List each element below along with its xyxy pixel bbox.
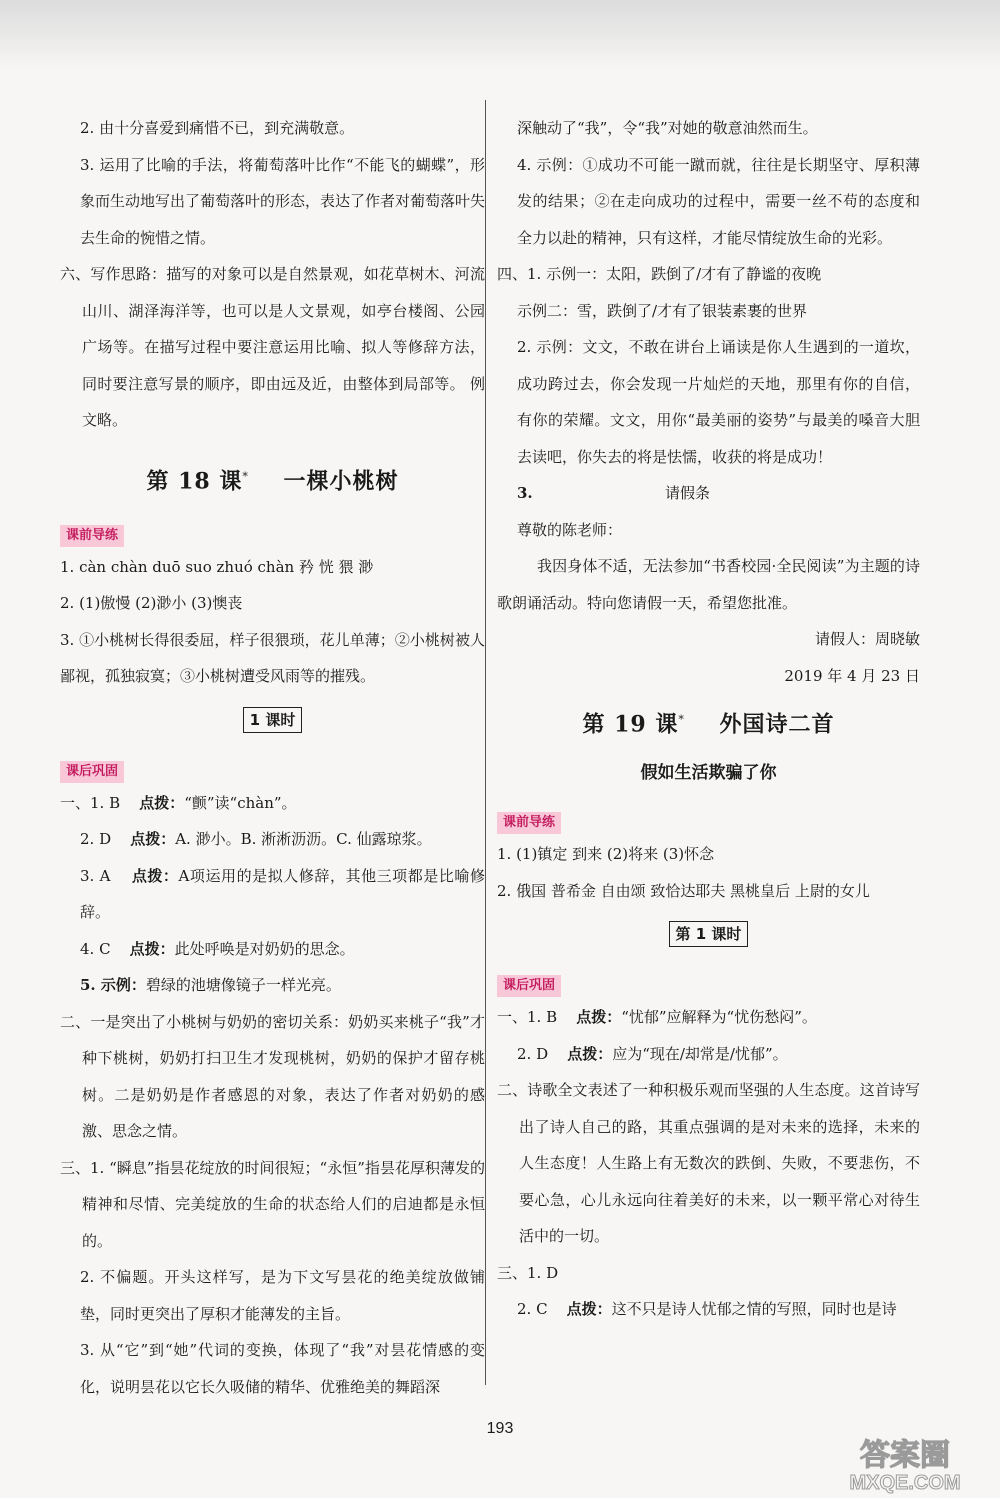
answer-item xyxy=(60,931,485,968)
answer-item: 四、1. 示例一：太阳，跌倒了/才有了静谧的夜晚 xyxy=(497,265,822,283)
item-note: 点拨： xyxy=(567,1044,613,1063)
item-note: 点拨： xyxy=(566,1300,612,1319)
answer-item: 3. 从“它”到“她”代词的变换，体现了“我”对昙花情感的变化，说明昙花以它长久吸储的精华、优雅绝美的舞蹈深 xyxy=(80,1341,485,1396)
answer-item: 2. (1)傲慢 (2)渺小 (3)懊丧 xyxy=(60,594,243,613)
answer-item: 示例二：雪，跌倒了/才有了银装素裹的世界 xyxy=(517,301,808,320)
answer-item: 三、1. “瞬息”指昙花绽放的时间很短；“永恒”指昙花厚积薄发的精神和尽情、完美绽放的生命的状态给人们的启迪都是永恒的。 xyxy=(60,1158,485,1250)
answer-item xyxy=(60,967,485,1004)
answer-item: 1. càn chàn duō suo zhuó chàn 矜 恍 猥 渺 xyxy=(60,557,374,576)
lesson-number: 第 18 课 xyxy=(146,467,243,494)
item-note: 点拨： xyxy=(130,830,176,849)
answer-item xyxy=(60,821,485,858)
item-label: 3. xyxy=(517,484,533,502)
item-text: 这不只是诗人忧郁之情的写照，同时也是诗 xyxy=(611,1300,897,1319)
item-note: 点拨： xyxy=(129,939,175,958)
answer-item: 六、写作思路：描写的对象可以是自然景观，如花草树木、河流山川、湖泽海洋等，也可以是人文景观，如亭台楼阁、公园广场等。在描写过程中要注意运用比喻、拟人等修辞方法，同时要注意写景的顺序，即由远及近，由整体到局部等。 例文略。 xyxy=(60,265,485,429)
item-text: “颤”读“chàn”。 xyxy=(184,793,297,812)
answer-item: 三、1. D xyxy=(497,1263,559,1282)
lesson-number: 第 19 课 xyxy=(582,711,679,738)
column-divider xyxy=(485,100,486,1385)
item-note: 点拨： xyxy=(576,1008,622,1027)
answer-item: 2. 不偏题。开头这样写，是为下文写昙花的绝美绽放做铺垫，同时更突出了厚积才能薄发的主旨。 xyxy=(80,1268,485,1323)
answer-item xyxy=(497,999,920,1036)
poem-title: 假如生活欺骗了你 xyxy=(640,763,777,784)
answer-item: 二、一是突出了小桃树与奶奶的密切关系：奶奶买来桃子“我”才种下桃树，奶奶打扫卫生才发现桃树，奶奶的保护才留存桃树。二是奶奶是作者感恩的对象，表达了作者对奶奶的感激、思念之情。 xyxy=(60,1012,485,1141)
lesson-mark: * xyxy=(678,713,685,726)
item-label: 5. 示例： xyxy=(80,976,146,995)
answer-item: 深触动了“我”，令“我”对她的敬意油然而生。 xyxy=(517,119,818,137)
section-tag-post: 课后巩固 xyxy=(60,761,124,783)
lesson-mark: * xyxy=(242,469,249,483)
lesson-title: 外国诗二首 xyxy=(719,711,835,738)
lesson-heading xyxy=(60,461,485,497)
section-tag-pre: 课前导练 xyxy=(60,525,124,547)
item-text: A. 渺小。B. 淅淅沥沥。C. 仙露琼浆。 xyxy=(175,830,432,849)
leave-note-body: 我因身体不适，无法参加“书香校园·全民阅读”为主题的诗歌朗诵活动。特向您请假一天，希望您批准。 xyxy=(497,557,920,612)
leave-note-title: 请假条 xyxy=(664,484,710,502)
item-label: 2. C xyxy=(517,1300,548,1319)
item-label: 2. D xyxy=(517,1044,549,1063)
answer-item: 2. 俄国 普希金 自由颂 致恰达耶夫 黑桃皇后 上尉的女儿 xyxy=(497,881,870,900)
section-tag-pre: 课前导练 xyxy=(497,812,561,834)
item-note: 点拨： xyxy=(139,793,185,812)
left-column xyxy=(60,110,485,1405)
item-label: 一、1. B xyxy=(497,1008,558,1027)
item-text: 碧绿的池塘像镜子一样光亮。 xyxy=(145,976,341,995)
answer-item: 4. 示例：①成功不可能一蹴而就，往往是长期坚守、厚积薄发的结果；②在走向成功的过程中，需要一丝不苟的态度和全力以赴的精神，只有这样，才能尽情绽放生命的光彩。 xyxy=(517,155,920,247)
watermark-url: MXQE.COM xyxy=(849,1472,961,1494)
leave-note-signer: 请假人：周晓敏 xyxy=(814,630,920,648)
session-label: 1 课时 xyxy=(243,707,303,733)
answer-item: 3. 运用了比喻的手法，将葡萄落叶比作“不能飞的蝴蝶”，形象而生动地写出了葡萄落叶的形态，表达了作者对葡萄落叶失去生命的惋惜之情。 xyxy=(80,155,486,247)
scan-top-shadow xyxy=(0,0,1000,70)
answer-item: 1. (1)镇定 到来 (2)将来 (3)怀念 xyxy=(497,845,715,864)
answer-item xyxy=(60,858,485,931)
page-number: 193 xyxy=(486,1420,514,1437)
item-text: 应为“现在/却常是/忧郁”。 xyxy=(612,1044,788,1063)
watermark-text: 答案圈 xyxy=(860,1438,950,1473)
section-tag-post: 课后巩固 xyxy=(497,975,561,997)
item-text: A项运用的是拟人修辞，其他三项都是比喻修辞。 xyxy=(80,866,485,922)
item-label: 一、1. B xyxy=(60,793,121,812)
leave-note-date: 2019 年 4 月 23 日 xyxy=(784,666,920,685)
answer-item: 2. 由十分喜爱到痛惜不已，到充满敬意。 xyxy=(80,119,355,137)
watermark-logo xyxy=(815,1435,995,1495)
item-note: 点拨： xyxy=(131,866,179,885)
right-column xyxy=(497,110,920,1328)
answer-item: 3. ①小桃树长得很委屈，样子很猥琐，花儿单薄；②小桃树被人鄙视，孤独寂寞；③小桃树遭受风雨等的摧残。 xyxy=(60,630,485,686)
answer-item: 2. 示例：文文，不敢在讲台上诵读是你人生遇到的一道坎，成功跨过去，你会发现一片灿烂的天地，那里有你的自信，有你的荣耀。文文，用你“最美丽的姿势”与最美的嗓音大胆去读吧，你失去的将是怯懦，收获的将是成功！ xyxy=(517,338,920,466)
answer-item xyxy=(60,785,485,822)
item-label: 3. A xyxy=(80,866,111,885)
session-label: 第 1 课时 xyxy=(669,921,749,947)
answer-item: 二、诗歌全文表述了一种积极乐观而坚强的人生态度。这首诗写出了诗人自己的路，其重点强调的是对未来的选择，未来的人生态度！人生路上有无数次的跌倒、失败，不要悲伤，不要心急，心儿永远向往着美好的未来，以一颗平常心对待生活中的一切。 xyxy=(497,1081,920,1246)
answer-item xyxy=(497,1291,920,1328)
leave-note-header xyxy=(497,475,920,512)
answer-item xyxy=(497,1036,920,1073)
lesson-title: 一棵小桃树 xyxy=(283,467,399,494)
item-text: 此处呼唤是对奶奶的思念。 xyxy=(174,939,355,958)
item-text: “忧郁”应解释为“忧伤愁闷”。 xyxy=(621,1008,817,1027)
item-label: 4. C xyxy=(80,939,111,958)
item-label: 2. D xyxy=(80,830,112,849)
lesson-heading xyxy=(497,704,920,740)
leave-note-salutation: 尊敬的陈老师： xyxy=(517,520,623,539)
